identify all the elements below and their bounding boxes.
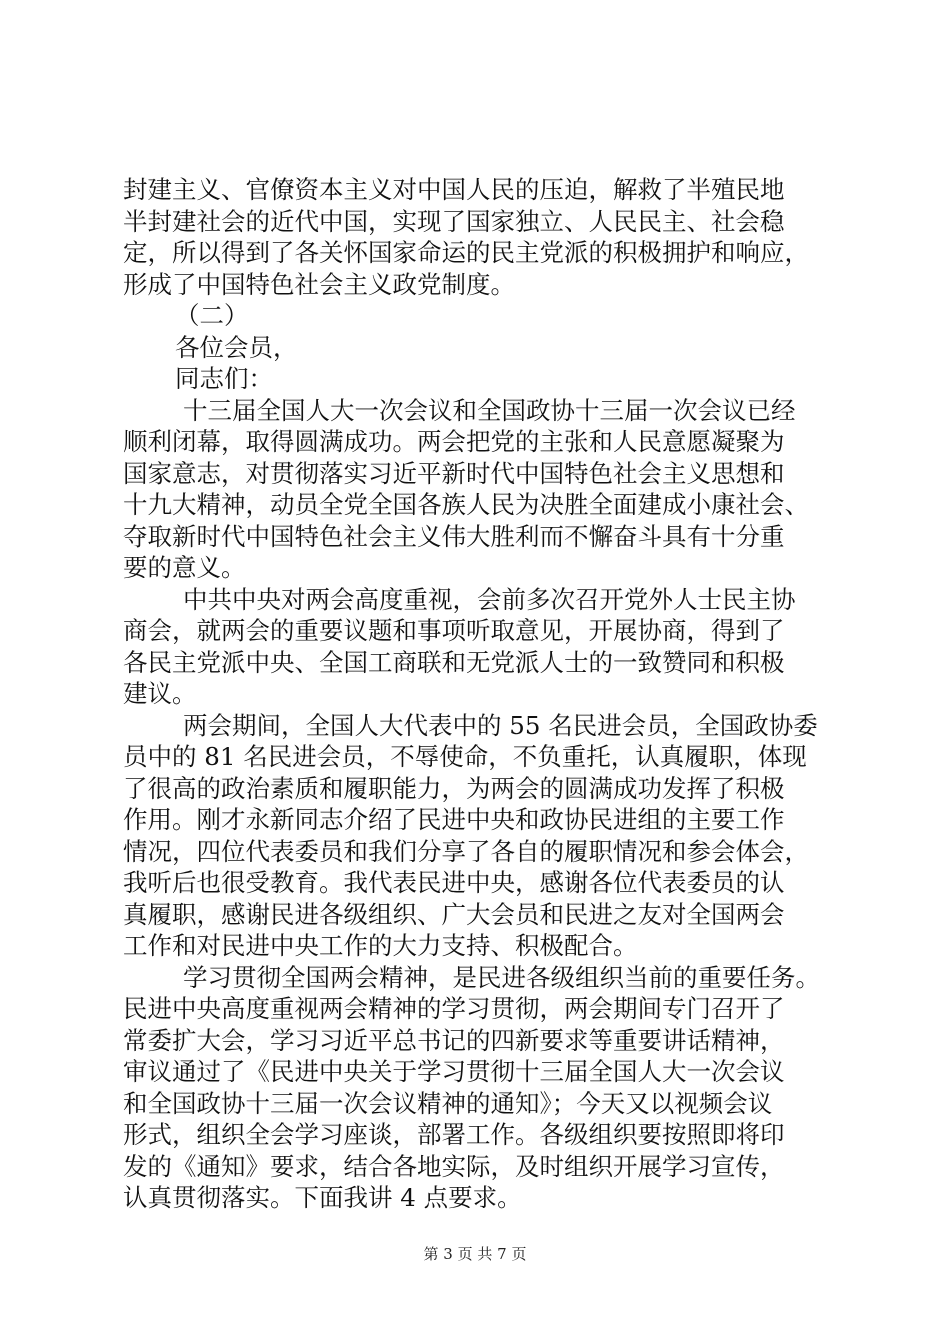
text-line: 定，所以得到了各关怀国家命运的民主党派的积极拥护和响应， bbox=[123, 238, 809, 267]
text-line: 要的意义。 bbox=[123, 553, 246, 582]
text-line: 建议。 bbox=[123, 679, 197, 708]
text-line: 和全国政协十三届一次会议精神的通知》；今天又以视频会议 bbox=[123, 1088, 773, 1118]
text-line: 情况，四位代表委员和我们分享了各自的履职情况和参会体会， bbox=[123, 836, 809, 866]
text-line: 真履职，感谢民进各级组织、广大会员和民进之友对全国两会 bbox=[123, 899, 785, 929]
text-line: 我听后也很受教育。我代表民进中央，感谢各位代表委员的认 bbox=[123, 868, 785, 897]
text-line: 夺取新时代中国特色社会主义伟大胜利而不懈奋斗具有十分重 bbox=[123, 521, 785, 551]
paragraph-first-line: 两会期间，全国人大代表中的 55 名民进会员，全国政协委 bbox=[183, 710, 818, 740]
text-line: 各民主党派中央、全国工商联和无党派人士的一致赞同和积极 bbox=[123, 647, 785, 677]
text-line: 顺利闭幕，取得圆满成功。两会把党的主张和人民意愿凝聚为 bbox=[123, 427, 785, 456]
text-line: 常委扩大会，学习习近平总书记的四新要求等重要讲话精神， bbox=[123, 1025, 785, 1055]
text-line: 了很高的政治素质和履职能力，为两会的圆满成功发挥了积极 bbox=[123, 773, 785, 803]
text-line: 形式，组织全会学习座谈，部署工作。各级组织要按照即将印 bbox=[123, 1120, 785, 1149]
text-line: 作用。刚才永新同志介绍了民进中央和政协民进组的主要工作 bbox=[123, 805, 785, 834]
text-line: 国家意志，对贯彻落实习近平新时代中国特色社会主义思想和 bbox=[123, 458, 785, 488]
paragraph-first-line: 学习贯彻全国两会精神，是民进各级组织当前的重要任务。 bbox=[183, 962, 820, 992]
document-body bbox=[123, 174, 835, 1214]
paragraph-first-line: 中共中央对两会高度重视，会前多次召开党外人士民主协 bbox=[183, 584, 796, 614]
text-line: 审议通过了《民进中央关于学习贯彻十三届全国人大一次会议 bbox=[123, 1057, 785, 1086]
text-line: 员中的 81 名民进会员，不辱使命，不负重托，认真履职，体现 bbox=[123, 742, 807, 771]
text-line: 民进中央高度重视两会精神的学习贯彻，两会期间专门召开了 bbox=[123, 994, 785, 1023]
text-line: 十九大精神，动员全党全国各族人民为决胜全面建成小康社会、 bbox=[123, 490, 809, 519]
salutation: 各位会员， bbox=[175, 332, 298, 362]
text-line: 工作和对民进中央工作的大力支持、积极配合。 bbox=[123, 931, 638, 960]
text-line: 认真贯彻落实。下面我讲 4 点要求。 bbox=[123, 1183, 522, 1212]
salutation: 同志们： bbox=[175, 364, 273, 393]
page-number-footer: 第 3 页 共 7 页 bbox=[423, 1245, 527, 1263]
text-line: 半封建社会的近代中国，实现了国家独立、人民民主、社会稳 bbox=[123, 206, 785, 236]
text-line: 商会，就两会的重要议题和事项听取意见，开展协商，得到了 bbox=[123, 616, 785, 645]
text-line: 发的《通知》要求，结合各地实际，及时组织开展学习宣传， bbox=[123, 1151, 785, 1181]
paragraph-first-line: 十三届全国人大一次会议和全国政协十三届一次会议已经 bbox=[183, 395, 796, 425]
section-heading: （二） bbox=[175, 301, 249, 330]
text-line: 形成了中国特色社会主义政党制度。 bbox=[123, 269, 515, 299]
text-line: 封建主义、官僚资本主义对中国人民的压迫，解救了半殖民地 bbox=[123, 175, 785, 204]
